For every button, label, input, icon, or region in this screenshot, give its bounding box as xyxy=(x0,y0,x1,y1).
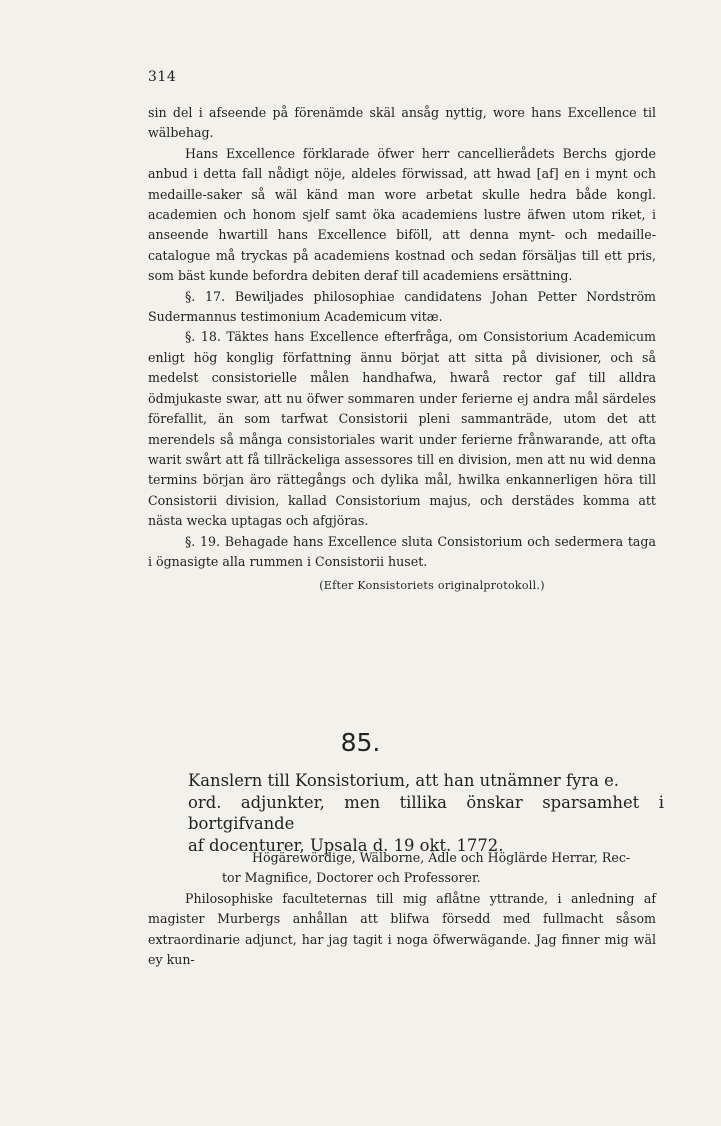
letter-text xyxy=(148,848,656,970)
salutation-line-2: tor Magnifice, Doctorer och Professorer. xyxy=(222,870,481,886)
paragraph-section-19: §. 19. Behagade hans Excellence sluta Consistorium och sedermera taga i ögnasigte alla rummen i Consistorii huset. xyxy=(148,533,656,569)
heading-line-2: ord. adjunkter, men tillika önskar sparsamhet i bortgifvande xyxy=(188,792,664,833)
document-number: 85. xyxy=(340,728,381,757)
salutation-line-1: Högärewördige, Wälborne, Ädle och Höglärde Herrar, Rec- xyxy=(252,850,631,865)
document-heading xyxy=(188,770,664,856)
paragraph-continuation: sin del i afseende på förenämde skäl ansåg nyttig, wore hans Excellence til wälbehag. xyxy=(148,105,656,141)
letter-body-paragraph: Philosophiske faculteternas till mig aflåtne yttrande, i anledning af magister Murbergs anhållan att blifwa försedd med fullmacht såsom extraordinarie adjunct, har jag tagit i noga öfwerwägande. Jag finner mig wäl ey kun- xyxy=(148,890,656,968)
paragraph-excellence-response: Hans Excellence förklarade öfwer herr cancellierådets Berchs gjorde anbud i detta fall nådigt nöje, aldeles förwissad, att hwad [af] en i mynt och medaille-saker så wäl känd man wore arbetat skulle hedra både kongl. academien och honom sjelf samt öka academiens lustre äfwen utom riket, i anseende hwartill hans Excellence biföll, att denna mynt- och medaille-catalogue må tryckas på academiens kostnad och sedan försäljas till ett pris, som bäst kunde befordra debiten deraf till academiens ersättning. xyxy=(148,145,656,284)
paragraph-section-17: §. 17. Bewiljades philosophiae candidatens Johan Petter Nordström Sudermannus testimonium Academicum vitæ. xyxy=(148,288,656,325)
salutation xyxy=(148,848,656,889)
heading-line-1: Kanslern till Konsistorium, att han utnämner fyra e. xyxy=(188,771,620,790)
heading-line-3: af docenturer, Upsala d. 19 okt. 1772. xyxy=(188,835,504,855)
page-number: 314 xyxy=(148,69,177,85)
source-note: (Efter Konsistoriets originalprotokoll.) xyxy=(319,579,545,593)
protocol-text xyxy=(148,103,656,597)
paragraph-section-18: §. 18. Täktes hans Excellence efterfråga, om Consistorium Academicum enligt hög konglig författning ännu börjat att sitta på divisioner, och så medelst consistorielle målen handhafwa, hwarå rector gaf till alldra ödmjukaste swar, att nu öfwer sommaren under ferierne ej andra mål särdeles förefallit, än som tarfwat Consistorii pleni sammanträde, utom det att merendels så många consistoriales warit under ferierne frånwarande, att ofta warit swårt att få tillräckeliga assessores till en division, men att nu wid denna termins början äro rättegångs och dylika mål, hwilka enkannerligen höra till Consistorii division, kallad Consistorium majus, och derstädes komma att nästa wecka uptagas och afgjöras. xyxy=(148,329,656,529)
